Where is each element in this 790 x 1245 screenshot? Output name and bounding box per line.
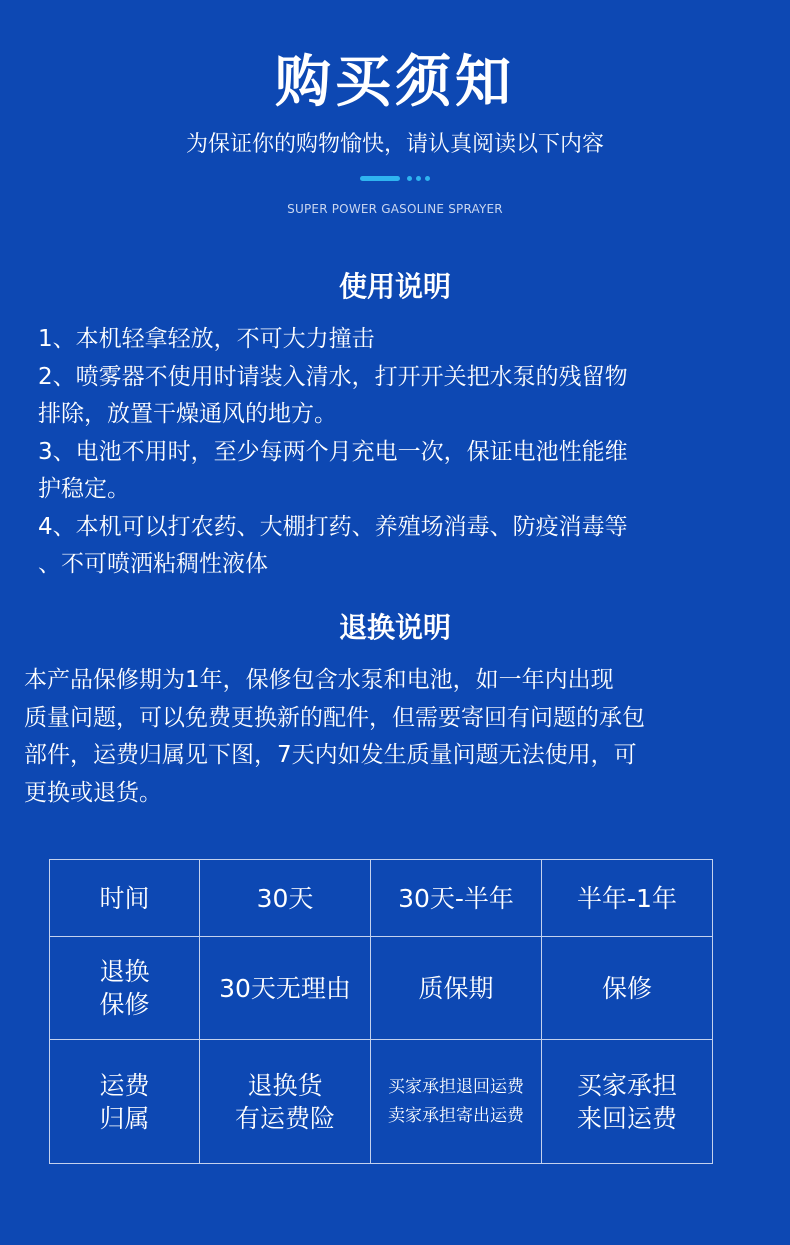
decorative-divider bbox=[360, 176, 440, 182]
page-subtitle: 为保证你的购物愉快，请认真阅读以下内容 bbox=[185, 132, 604, 157]
table-cell bbox=[542, 937, 713, 1040]
usage-line: 排除，放置干燥通风的地方。 bbox=[38, 401, 337, 427]
returns-heading: 退换说明 bbox=[338, 611, 451, 644]
table-cell bbox=[371, 860, 542, 937]
cell-text: 30天无理由 bbox=[219, 973, 351, 1003]
returns-paragraph bbox=[24, 662, 645, 812]
usage-line: 4、本机可以打农药、大棚打药、养殖场消毒、防疫消毒等 bbox=[38, 513, 628, 540]
table-cell bbox=[542, 1040, 713, 1164]
cell-text: 归属 bbox=[99, 1103, 150, 1133]
table-cell bbox=[200, 1040, 371, 1164]
usage-line: 3、电池不用时，至少每两个月充电一次，保证电池性能维 bbox=[38, 438, 628, 465]
english-tagline: SUPER POWER GASOLINE SPRAYER bbox=[287, 202, 503, 216]
usage-heading: 使用说明 bbox=[338, 270, 451, 303]
returns-line: 质量问题，可以免费更换新的配件，但需要寄回有问题的承包 bbox=[24, 704, 645, 731]
usage-line: 1、本机轻拿轻放，不可大力撞击 bbox=[38, 326, 375, 352]
cell-text: 卖家承担寄出运费 bbox=[388, 1105, 524, 1126]
table-cell bbox=[200, 860, 371, 937]
cell-text: 保修 bbox=[99, 990, 150, 1019]
table-cell bbox=[542, 860, 713, 937]
returns-line: 部件，运费归属见下图，7天内如发生质量问题无法使用，可 bbox=[24, 742, 637, 768]
cell-text: 买家承担退回运费 bbox=[388, 1076, 524, 1097]
cell-text: 来回运费 bbox=[576, 1103, 677, 1133]
table-cell bbox=[371, 937, 542, 1040]
usage-line: 护稳定。 bbox=[38, 476, 130, 502]
table-cell bbox=[50, 937, 200, 1040]
table-row bbox=[50, 860, 713, 937]
usage-line: 2、喷雾器不使用时请装入清水，打开开关把水泵的残留物 bbox=[38, 363, 628, 390]
policy-table bbox=[49, 859, 713, 1164]
cell-text: 30天-半年 bbox=[398, 883, 514, 913]
cell-text: 时间 bbox=[99, 883, 150, 913]
cell-text: 运费 bbox=[99, 1070, 150, 1100]
cell-text: 买家承担 bbox=[576, 1070, 677, 1100]
table-cell bbox=[50, 1040, 200, 1164]
table-row bbox=[50, 937, 713, 1040]
page-title: 购买须知 bbox=[275, 50, 515, 115]
cell-text: 质保期 bbox=[418, 973, 494, 1003]
table-row bbox=[50, 1040, 713, 1164]
returns-line: 更换或退货。 bbox=[24, 779, 162, 806]
cell-text: 退换 bbox=[99, 957, 150, 986]
cell-text: 半年-1年 bbox=[577, 883, 677, 913]
usage-list bbox=[38, 321, 628, 584]
cell-text: 保修 bbox=[601, 973, 652, 1003]
table-cell bbox=[371, 1040, 542, 1164]
usage-line: 、不可喷洒粘稠性液体 bbox=[38, 551, 268, 577]
table-cell bbox=[200, 937, 371, 1040]
cell-text: 30天 bbox=[256, 883, 314, 913]
returns-line: 本产品保修期为1年，保修包含水泵和电池，如一年内出现 bbox=[24, 667, 614, 693]
cell-text: 有运费险 bbox=[234, 1103, 335, 1133]
cell-text: 退换货 bbox=[247, 1070, 323, 1100]
table-cell bbox=[50, 860, 200, 937]
